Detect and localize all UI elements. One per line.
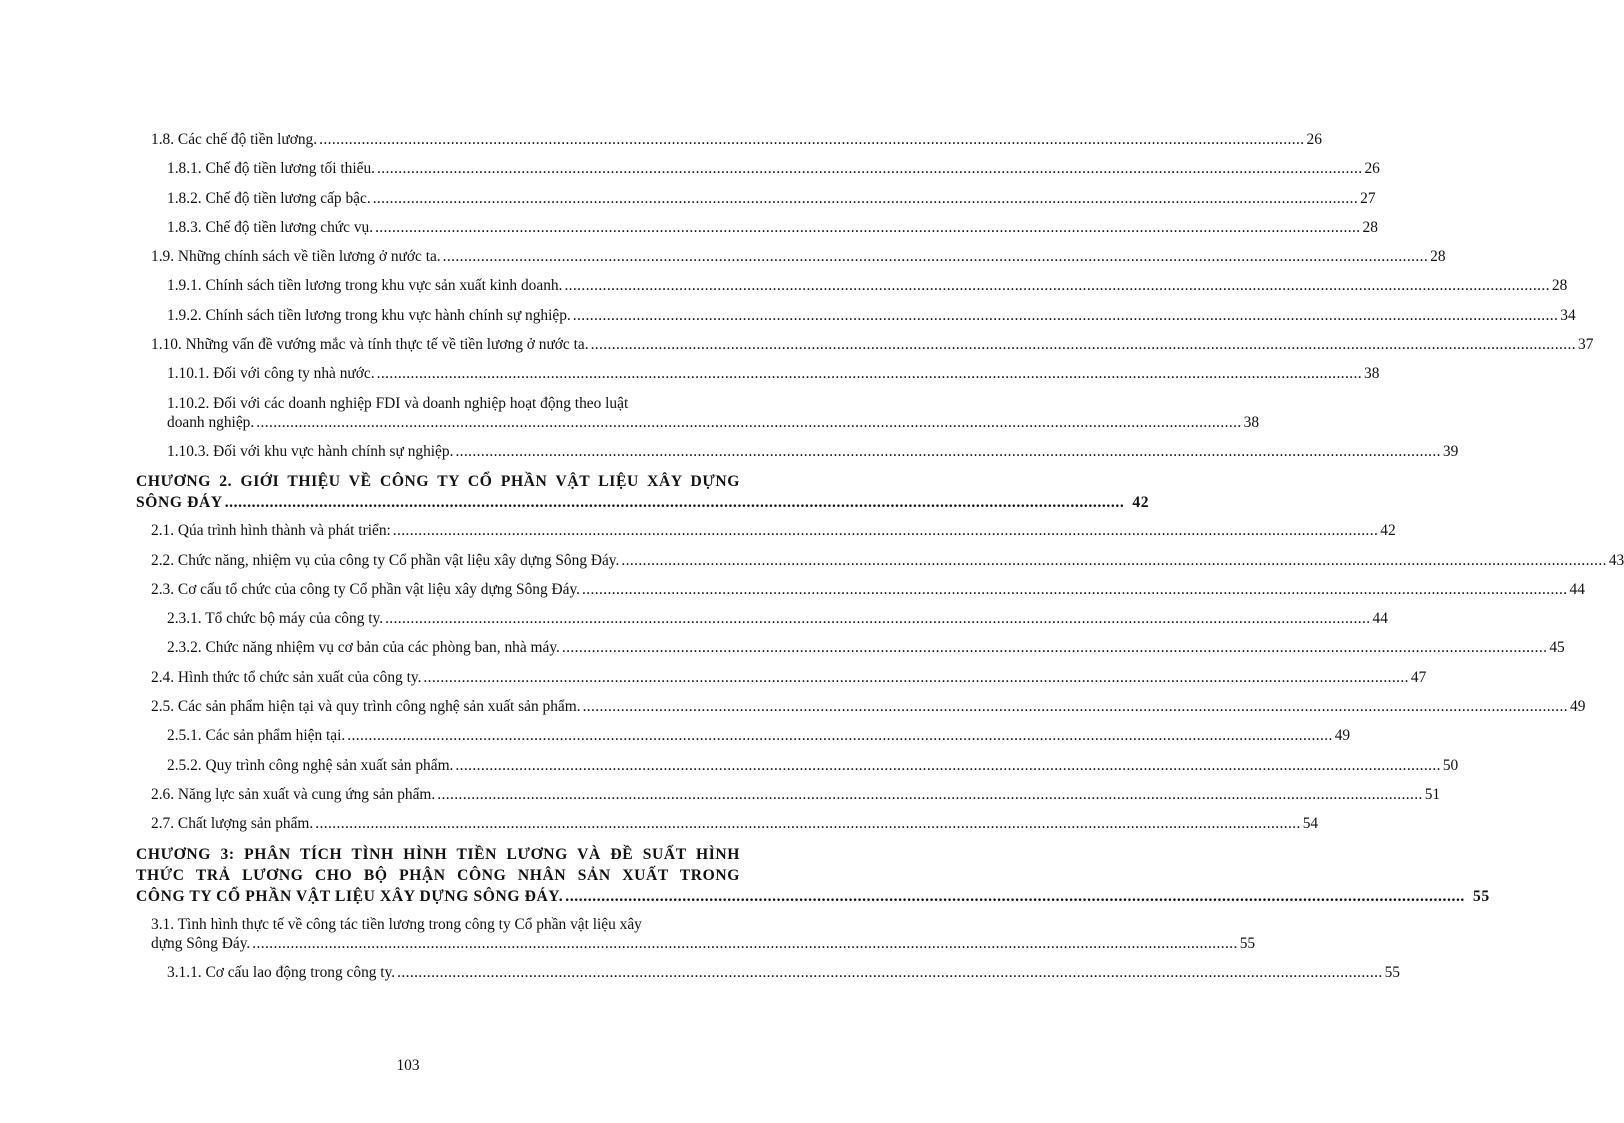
toc-entry[interactable]: 2.5. Các sản phẩm hiện tại và quy trình công nghệ sản xuất sản phẩm. ..... 49 bbox=[136, 697, 740, 716]
toc-entry[interactable]: 1.10.3. Đối với khu vực hành chính sự nghiệp. ..... 39 bbox=[136, 442, 740, 461]
toc-entry[interactable]: 2.3.2. Chức năng nhiệm vụ cơ bản của các phòng ban, nhà máy. ..... 45 bbox=[136, 638, 740, 657]
page-number: 103 bbox=[396, 1057, 420, 1074]
toc-entry[interactable]: 2.2. Chức năng, nhiệm vụ của công ty Cổ phần vật liệu xây dựng Sông Đáy. ..... 43 bbox=[136, 551, 740, 570]
toc-chapter-heading[interactable]: CHƯƠNG 3: PHÂN TÍCH TÌNH HÌNH TIỀN LƯƠNG VÀ ĐỀ SUẤT HÌNH THỨC TRẢ LƯƠNG CHO BỘ PHẬN CÔNG NHÂN SẢN XUẤT TRONG CÔNG TY CỔ PHẦN VẬT LIỆU XÂY DỰNG SÔNG ĐÁY. ........................................................................................................................................................................................................ 55 bbox=[136, 845, 1490, 905]
toc-entry[interactable]: 1.8.2. Chế độ tiền lương cấp bậc. ..... 27 bbox=[136, 189, 740, 208]
toc-entry[interactable]: 1.9. Những chính sách về tiền lương ở nước ta. ..... 28 bbox=[136, 247, 740, 266]
toc-entry[interactable]: 3.1. Tình hình thực tế về công tác tiền lương trong công ty Cổ phần vật liệu xây dựng Sông Đáy. ..... 55 bbox=[136, 915, 740, 953]
toc-entry[interactable]: 2.5.2. Quy trình công nghệ sản xuất sản phẩm. ..... 50 bbox=[136, 756, 740, 775]
toc-entry[interactable]: 2.4. Hình thức tổ chức sản xuất của công ty. ..... 47 bbox=[136, 668, 740, 687]
toc-entry[interactable]: 2.7. Chất lượng sản phẩm. ..... 54 bbox=[136, 814, 740, 833]
toc-entry[interactable]: 2.6. Năng lực sản xuất và cung ứng sản phẩm. ..... 51 bbox=[136, 785, 740, 804]
toc-entry[interactable]: 2.5.1. Các sản phẩm hiện tại. ..... 49 bbox=[136, 726, 740, 745]
toc-entry[interactable]: 1.8.3. Chế độ tiền lương chức vụ. ..... 28 bbox=[136, 218, 740, 237]
toc-entry[interactable]: 2.3. Cơ cấu tổ chức của công ty Cổ phần vật liệu xây dựng Sông Đáy. ..... 44 bbox=[136, 580, 740, 599]
toc-entry[interactable]: 1.9.2. Chính sách tiền lương trong khu vực hành chính sự nghiệp. ..... 34 bbox=[136, 306, 740, 325]
toc-entry[interactable]: 1.10.1. Đối với công ty nhà nước. ..... 38 bbox=[136, 364, 740, 383]
toc-entry[interactable]: 2.3.1. Tổ chức bộ máy của công ty. ..... 44 bbox=[136, 609, 740, 628]
toc-entry[interactable]: 1.10. Những vấn đề vướng mắc và tính thực tế về tiền lương ở nước ta. ..... 37 bbox=[136, 335, 740, 354]
toc-entry[interactable]: 2.1. Qúa trình hình thành và phát triển: ..... 42 bbox=[136, 521, 740, 540]
toc-entry[interactable]: 3.1.1. Cơ cấu lao động trong công ty. ..... 55 bbox=[136, 963, 740, 982]
toc-entry[interactable]: 1.8.1. Chế độ tiền lương tối thiểu. ..... 26 bbox=[136, 159, 740, 178]
toc-entry[interactable]: 1.10.2. Đối với các doanh nghiệp FDI và doanh nghiệp hoạt động theo luật doanh nghiệp. ..... 38 bbox=[136, 394, 740, 432]
table-of-contents bbox=[136, 130, 1624, 992]
toc-entry[interactable]: 1.8. Các chế độ tiền lương. ..... 26 bbox=[136, 130, 740, 149]
toc-entry[interactable]: 1.9.1. Chính sách tiền lương trong khu vực sản xuất kinh doanh. ..... 28 bbox=[136, 276, 740, 295]
toc-chapter-heading[interactable]: CHƯƠNG 2. GIỚI THIỆU VỀ CÔNG TY CỔ PHẦN VẬT LIỆU XÂY DỰNG SÔNG ĐÁY ........................................................................................................................................................................................................ 42 bbox=[136, 473, 1150, 512]
